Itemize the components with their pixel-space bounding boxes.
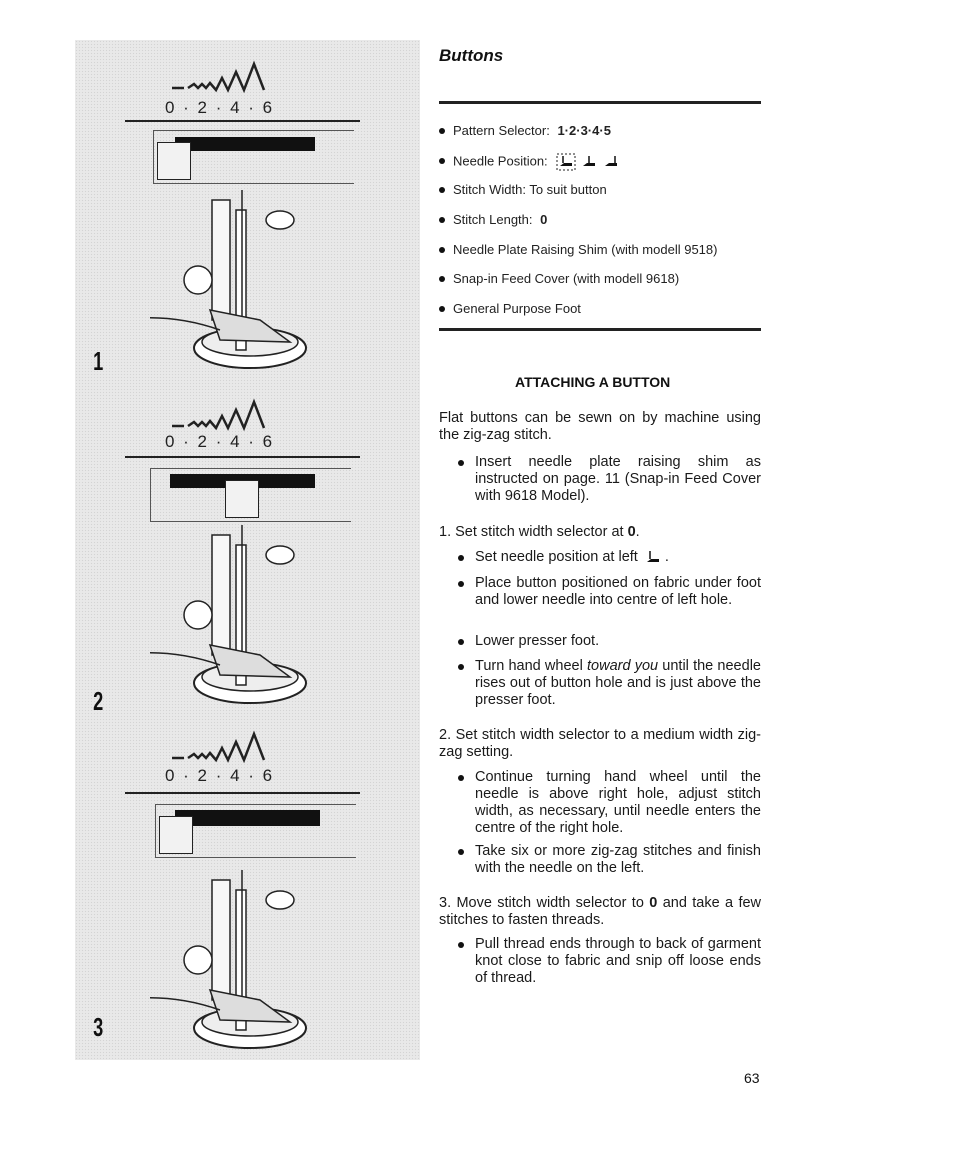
bullet-icon bbox=[458, 942, 464, 948]
bullet-icon bbox=[439, 276, 445, 282]
stitch-width-knob bbox=[157, 142, 191, 180]
bullet-icon bbox=[458, 555, 464, 561]
step-2: 2. Set stitch width selector to a medium width zig-zag setting. bbox=[439, 727, 761, 760]
figure-1 bbox=[75, 40, 420, 380]
width-scale: 0 · 2 · 4 · 6 bbox=[165, 432, 275, 451]
bullet-lower: Lower presser foot. bbox=[475, 633, 761, 650]
bullet-pull: Pull thread ends through to back of garment knot close to fabric and snip off loose ends of thread. bbox=[475, 936, 761, 987]
bullet-icon bbox=[439, 247, 445, 253]
bullet-place: Place button positioned on fabric under foot and lower needle into centre of left hole. bbox=[475, 575, 761, 608]
stitch-width-knob bbox=[225, 480, 259, 518]
section-title: Buttons bbox=[439, 46, 504, 65]
width-scale: 0 · 2 · 4 · 6 bbox=[165, 98, 275, 117]
step-1: 1. Set stitch width selector at 0. bbox=[439, 524, 640, 540]
stitch-width-bar bbox=[175, 810, 320, 826]
figure-number: 1 bbox=[93, 346, 104, 376]
presser-foot-illustration bbox=[150, 525, 350, 725]
bullet-icon bbox=[458, 581, 464, 587]
needle-position-icons bbox=[555, 152, 625, 172]
bullet-icon bbox=[439, 158, 445, 164]
spec-value: 0 bbox=[540, 212, 548, 227]
step-3: 3. Move stitch width selector to 0 and take a few stitches to fasten threads. bbox=[439, 895, 762, 928]
presser-foot-illustration bbox=[150, 870, 350, 1070]
figure-number: 2 bbox=[93, 686, 104, 716]
spec-foot: General Purpose Foot bbox=[439, 301, 581, 316]
divider-top bbox=[439, 101, 761, 104]
divider-bottom bbox=[439, 328, 761, 331]
intro-paragraph: Flat buttons can be sewn on by machine using the zig-zag stitch. bbox=[439, 410, 761, 443]
spec-needle-position: Needle Position: bbox=[439, 152, 625, 172]
spec-value: 1·2·3·4·5 bbox=[557, 123, 611, 138]
presser-foot-illustration bbox=[150, 190, 350, 390]
needle-left-icon bbox=[645, 550, 661, 564]
figure-number: 3 bbox=[93, 1012, 104, 1042]
zigzag-stitch-icon bbox=[170, 396, 310, 436]
bullet-turn: Turn hand wheel toward you until the needle rises out of button hole and is just above the presser foot. bbox=[475, 658, 761, 709]
bullet-take: Take six or more zig-zag stitches and finish with the needle on the left. bbox=[475, 843, 761, 877]
bullet-icon bbox=[439, 128, 445, 134]
bullet-icon bbox=[458, 460, 464, 466]
bullet-icon bbox=[458, 639, 464, 645]
illustration-panel bbox=[75, 40, 420, 1060]
bullet-needle-left: Set needle position at left . bbox=[475, 549, 761, 566]
spec-pattern-selector: Pattern Selector: 1·2·3·4·5 bbox=[439, 123, 611, 138]
figure-2 bbox=[75, 390, 420, 730]
bullet-icon bbox=[439, 306, 445, 312]
width-scale: 0 · 2 · 4 · 6 bbox=[165, 766, 275, 785]
stitch-width-slot bbox=[125, 456, 360, 458]
stitch-width-bar bbox=[175, 137, 315, 151]
bullet-icon bbox=[458, 664, 464, 670]
bullet-continue: Continue turning hand wheel until the needle is above right hole, adjust stitch width, as necessary, until needle enters the centre of the right hole. bbox=[475, 769, 761, 837]
zigzag-stitch-icon bbox=[170, 58, 310, 98]
figure-3 bbox=[75, 720, 420, 1060]
bullet-icon bbox=[458, 775, 464, 781]
stitch-width-knob bbox=[159, 816, 193, 854]
stitch-width-slot bbox=[125, 120, 360, 122]
spec-raising-shim: Needle Plate Raising Shim (with modell 9518) bbox=[439, 242, 717, 257]
bullet-icon bbox=[439, 187, 445, 193]
stitch-width-slot bbox=[125, 792, 360, 794]
zigzag-stitch-icon bbox=[170, 728, 310, 768]
spec-feed-cover: Snap-in Feed Cover (with modell 9618) bbox=[439, 271, 679, 286]
bullet-icon bbox=[439, 217, 445, 223]
spec-stitch-width: Stitch Width: To suit button bbox=[439, 182, 607, 197]
subheading: ATTACHING A BUTTON bbox=[515, 374, 671, 390]
spec-stitch-length: Stitch Length: 0 bbox=[439, 212, 547, 227]
bullet-shim: Insert needle plate raising shim as instructed on page. 11 (Snap-in Feed Cover with 9618 Model). bbox=[475, 454, 761, 505]
bullet-icon bbox=[458, 849, 464, 855]
page-number: 63 bbox=[744, 1070, 760, 1086]
